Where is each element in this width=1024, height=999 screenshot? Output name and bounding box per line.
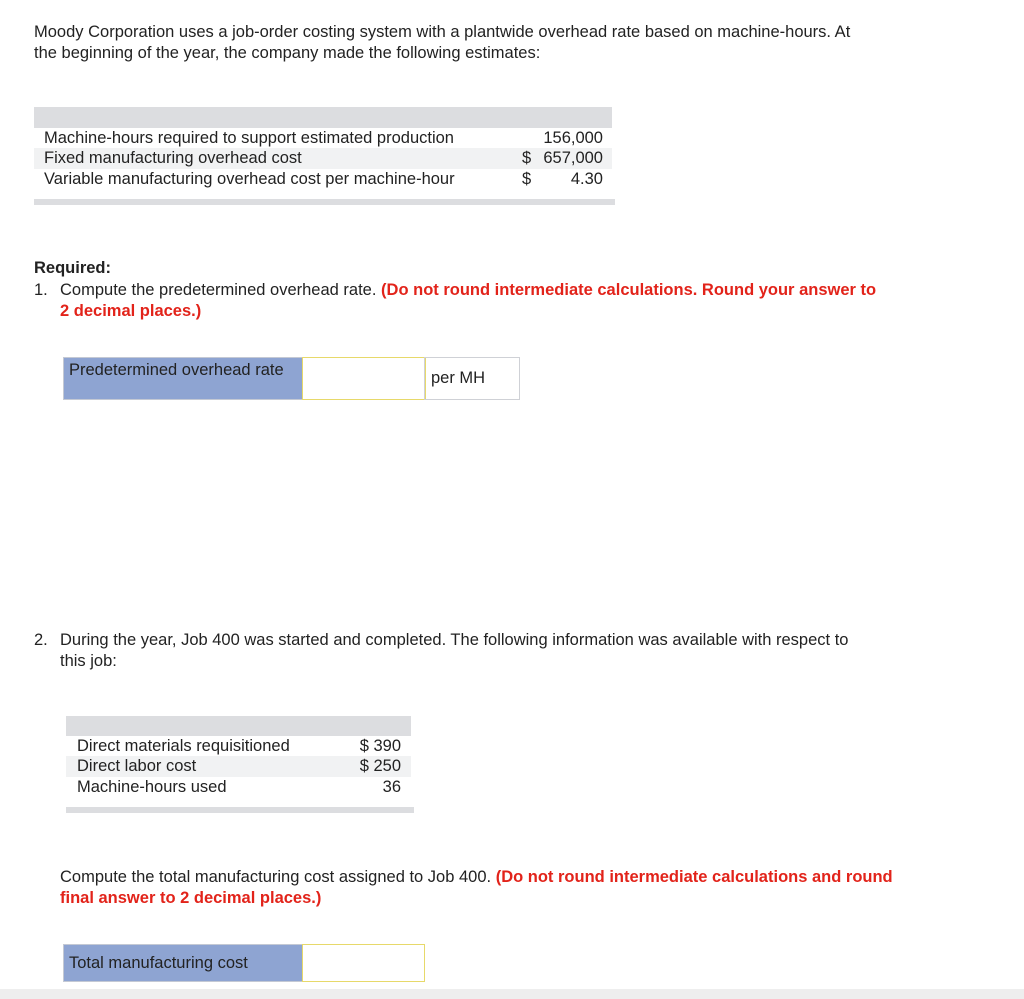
predetermined-rate-input[interactable] bbox=[302, 357, 426, 400]
job-row-value: $ 390 bbox=[359, 737, 401, 755]
job-row-value: 36 bbox=[382, 778, 401, 796]
job-row-value: $ 250 bbox=[359, 757, 401, 775]
estimates-table-footer bbox=[34, 199, 615, 205]
estimates-row-label: Fixed manufacturing overhead cost bbox=[44, 149, 302, 167]
intro-paragraph: Moody Corporation uses a job-order costing system with a plantwide overhead rate based on machine-hours. At the beginning of the year, the company made the following estimates: bbox=[34, 23, 851, 62]
estimates-row bbox=[34, 169, 612, 189]
question-2-compute-prompt: Compute the total manufacturing cost assigned to Job 400. bbox=[60, 868, 492, 886]
estimates-table-header bbox=[34, 107, 612, 128]
question-1-prompt: Compute the predetermined overhead rate. bbox=[60, 281, 377, 299]
estimates-row-currency: $ bbox=[522, 149, 532, 167]
estimates-row-value: 4.30 bbox=[570, 170, 603, 188]
job-table-footer bbox=[66, 807, 414, 813]
estimates-row-value: 657,000 bbox=[543, 149, 603, 167]
predetermined-rate-unit: per MH bbox=[424, 357, 520, 400]
estimates-row bbox=[34, 128, 612, 148]
predetermined-rate-label: Predetermined overhead rate bbox=[63, 357, 303, 400]
job-row bbox=[66, 736, 411, 756]
estimates-row bbox=[34, 148, 612, 169]
total-manufacturing-cost-label: Total manufacturing cost bbox=[63, 944, 303, 982]
job-row bbox=[66, 756, 411, 777]
total-manufacturing-cost-input[interactable] bbox=[302, 944, 425, 982]
job-row-label: Direct materials requisitioned bbox=[77, 737, 290, 755]
question-2-text: During the year, Job 400 was started and completed. The following information was available with respect to this job: bbox=[60, 631, 849, 670]
question-2-compute-instruction: (Do not round intermediate calculations and round final answer to 2 decimal places.) bbox=[60, 868, 893, 907]
question-2-number: 2. bbox=[34, 631, 48, 649]
job-row-label: Direct labor cost bbox=[77, 757, 197, 775]
question-1-text bbox=[60, 280, 880, 322]
estimates-row-currency: $ bbox=[522, 170, 532, 188]
page-bottom-strip bbox=[0, 989, 1024, 999]
required-title: Required: bbox=[34, 259, 112, 277]
estimates-row-value: 156,000 bbox=[543, 129, 603, 147]
job-row-label: Machine-hours used bbox=[77, 778, 227, 796]
question-1-instruction: (Do not round intermediate calculations. Round your answer to 2 decimal places.) bbox=[60, 281, 877, 320]
question-1-number: 1. bbox=[34, 281, 48, 299]
question-2-compute bbox=[60, 867, 900, 909]
job-table-header bbox=[66, 716, 411, 736]
estimates-row-label: Machine-hours required to support estimated production bbox=[44, 129, 454, 147]
estimates-row-label: Variable manufacturing overhead cost per machine-hour bbox=[44, 170, 455, 188]
job-row bbox=[66, 777, 411, 797]
